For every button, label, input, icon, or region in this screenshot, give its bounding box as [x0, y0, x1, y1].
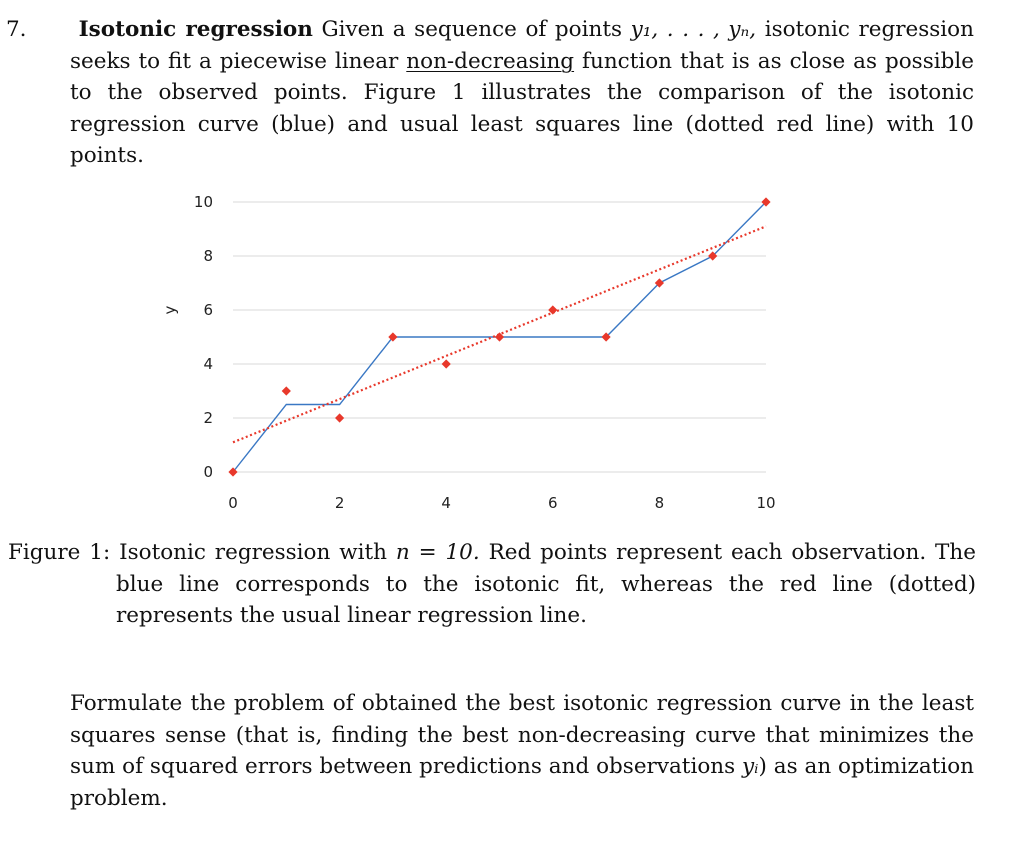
underlined-term: non-decreasing	[406, 48, 575, 74]
y-tick-label-6: 6	[203, 301, 213, 319]
isotonic-chart	[130, 180, 780, 525]
problem-text-2: isotonic regression seeks to fit a piecewise linear	[70, 17, 974, 74]
problem-number: 7.	[6, 17, 27, 42]
x-tick-label-10: 10	[756, 494, 776, 512]
y-tick-label-4: 4	[203, 355, 213, 373]
x-tick-label-4: 4	[441, 494, 451, 512]
y-tick-label-2: 2	[203, 409, 213, 427]
caption-label: Figure 1:	[8, 540, 111, 565]
formulate-text-2: ) as an optimization problem.	[70, 754, 974, 811]
problem-text-3: function that is as close as possible to the observed points. Figure 1 illustrates the comparison of the isotonic regression curve (blue) and usual least squares line (dotted red line) with 10 points.	[70, 48, 974, 168]
x-tick-label-6: 6	[548, 494, 558, 512]
x-tick-label-8: 8	[654, 494, 665, 512]
caption-text-2: Red points represent each observation. The blue line corresponds to the isotonic fit, whereas the red line (dotted) represents the usual linear regression line.	[116, 540, 976, 628]
x-tick-label-2: 2	[334, 494, 345, 512]
problem-text-1: Given a sequence of points	[321, 17, 623, 42]
figure-caption	[8, 537, 976, 632]
formulate-text-1: Formulate the problem of obtained the best isotonic regression curve in the least squares sense (that is, finding the best non-decreasing curve that minimizes the sum of squared errors between predictions and observations	[70, 691, 974, 779]
problem-statement	[6, 14, 974, 172]
y-tick-label-8: 8	[203, 247, 213, 265]
caption-text-1: Isotonic regression with	[119, 540, 387, 565]
formulate-math: yᵢ	[742, 754, 759, 779]
y-tick-label-10: 10	[193, 193, 213, 211]
observation-point-1	[282, 386, 291, 395]
x-tick-label-0: 0	[228, 494, 238, 512]
observation-point-2	[335, 413, 344, 422]
formulate-paragraph	[70, 688, 974, 814]
y-axis-title: y	[161, 305, 179, 315]
observation-point-4	[442, 359, 451, 368]
problem-title: Isotonic regression	[78, 17, 313, 42]
caption-math: n = 10.	[395, 540, 480, 565]
problem-sequence: y₁, . . . , yₙ,	[630, 17, 757, 42]
y-tick-label-0: 0	[203, 463, 213, 481]
